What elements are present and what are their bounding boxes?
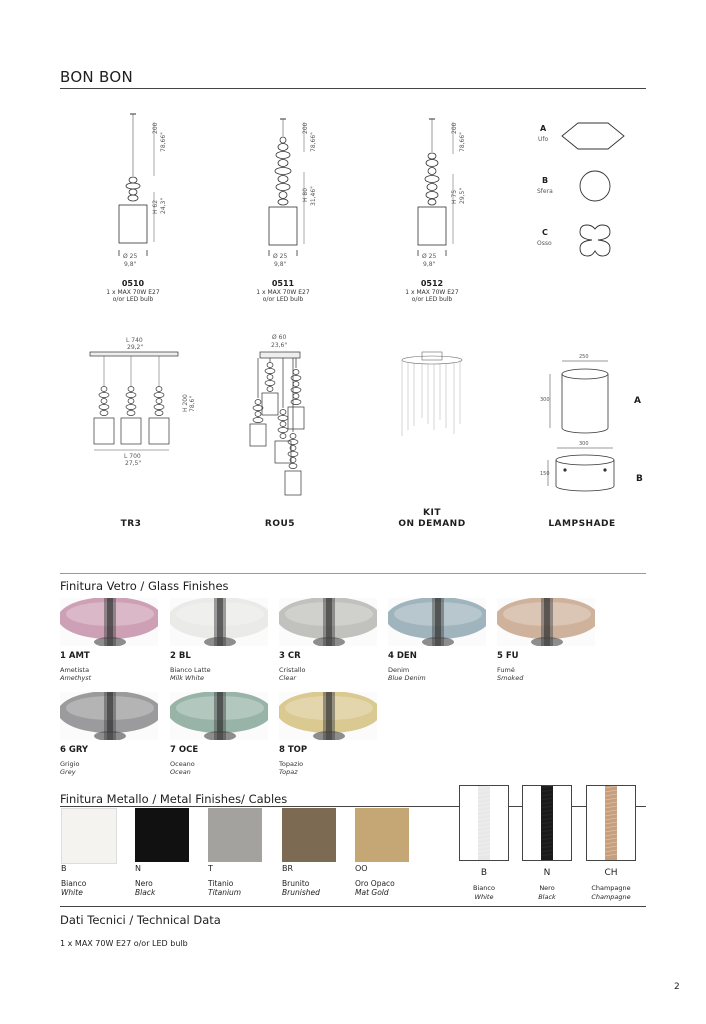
page-number: 2 [674,982,680,992]
glass-swatch-image [279,598,377,646]
kit-name-line2: ON DEMAND [398,519,466,529]
cable-frame [522,785,572,861]
glass-name-en: Ocean [170,768,191,776]
pendant-spec-line1: 1 x MAX 70W E27 [405,289,459,296]
lampshade-a-letter: A [634,396,641,406]
rou5-name: ROU5 [264,519,296,529]
shape-b-name: Sfera [537,188,553,195]
glass-bowl-graphic [497,598,595,646]
ufo-shape [562,123,624,149]
rou5-drawing [238,332,328,507]
glass-code: 7 OCE [170,745,199,755]
cable-graphic [460,786,508,860]
page-title: BON BON [60,68,133,86]
lampshade-a-top: 250 [579,354,589,360]
composition-tr3 [84,334,194,534]
metal-swatch [208,808,278,903]
pendant-spec-line2: o/or LED bulb [411,296,453,303]
glass-bowl-graphic [279,598,377,646]
shape-c-name: Osso [537,240,552,247]
cable-frame [459,785,509,861]
dim-d-in: 9,8" [274,261,287,268]
pendant-0510 [88,114,178,304]
dim-d-in: 9,8" [423,261,436,268]
cable-name-en: Black [538,893,556,901]
glass-code: 8 TOP [279,745,308,755]
glass-swatch [388,598,488,682]
pendant-code: 0512 [420,279,444,288]
glass-code: 2 BL [170,651,191,661]
dim-h-mm: H 80 [302,187,309,202]
dim-top-mm: 200 [451,122,458,134]
glass-name-it: Ametista [60,666,90,674]
metal-name-it: Bianco [61,879,87,888]
cable-name-it: Bianco [473,884,495,892]
glass-swatch-image [388,598,486,646]
glass-section-title: Finitura Vetro / Glass Finishes [60,579,229,593]
metal-name-en: Titanium [208,888,242,897]
cable-code: B [480,868,488,878]
glass-swatch-image [170,598,268,646]
glass-code: 4 DEN [388,651,417,661]
glass-name-en: Smoked [497,674,524,682]
title-divider [60,88,646,89]
glass-code: 1 AMT [60,651,90,661]
glass-name-en: Amethyst [60,674,92,682]
glass-name-it: Fumé [497,666,515,674]
pendant-0512 [387,114,477,304]
metal-name-it: Nero [135,879,153,888]
metal-swatch-color [208,808,262,862]
glass-swatch [279,598,379,682]
glass-name-en: Milk White [170,674,204,682]
cable-code: CH [604,868,618,878]
dim-h-mm: H 62 [152,199,159,214]
metal-swatch [135,808,205,903]
glass-swatch [60,598,160,682]
cable-code: N [543,868,551,878]
metal-name-en: Brunished [282,888,320,897]
metal-name-en: White [61,888,83,897]
glass-name-it: Cristallo [279,666,306,674]
dim-h-in: 24,3" [160,197,167,214]
composition-rou5 [238,332,328,532]
metal-swatch [355,808,425,903]
glass-name-en: Clear [279,674,296,682]
lampshade-b-side: 150 [540,471,550,477]
metal-name-it: Brunito [282,879,310,888]
glass-name-it: Grigio [60,760,80,768]
bone-shape [580,225,610,256]
metal-name-en: Black [135,888,156,897]
dim-h-in: 31,46" [310,186,317,206]
glass-name-it: Topazio [279,760,304,768]
rou5-dim-top-in: 23,6" [271,342,288,349]
glass-swatch-image [170,692,268,740]
glass-divider [60,573,646,574]
rou5-dim-top-mm: Ø 60 [272,334,287,341]
dim-d-mm: Ø 25 [123,253,138,260]
glass-code: 3 CR [279,651,301,661]
shape-a-name: Ufo [538,136,549,143]
metal-swatch-color [135,808,189,862]
glass-name-en: Grey [60,768,76,776]
dim-h-in: 29,5" [459,187,466,204]
tr3-dim-h-in: 78,6" [189,395,196,412]
cable-graphic [587,786,635,860]
glass-name-it: Oceano [170,760,195,768]
pendant-spec-line1: 1 x MAX 70W E27 [256,289,310,296]
dim-top-in: 78,66" [160,132,167,152]
metal-code: BR [282,864,294,873]
cable-swatch [522,785,574,907]
cable-graphic [523,786,571,860]
composition-kit [384,344,484,534]
pendant-spec-line2: o/or LED bulb [262,296,304,303]
glass-swatch [279,692,379,776]
sphere-shape [580,171,610,201]
shape-c-letter: C [542,228,548,237]
metal-code: T [208,864,213,873]
pendant-code: 0511 [271,279,295,288]
cable-name-en: White [474,893,494,901]
glass-swatch [60,692,160,776]
glass-swatch-image [279,692,377,740]
dim-d-mm: Ø 25 [273,253,288,260]
glass-bowl-graphic [60,598,158,646]
glass-code: 5 FU [497,651,519,661]
metal-swatch [282,808,352,903]
dim-d-mm: Ø 25 [422,253,437,260]
dim-d-in: 9,8" [124,261,137,268]
pendant-spec-line1: 1 x MAX 70W E27 [106,289,160,296]
glass-swatch-image [60,598,158,646]
composition-lampshade [540,352,650,534]
glass-swatch-image [497,598,595,646]
lampshade-drawing [540,352,650,502]
glass-swatch [170,598,270,682]
glass-code: 6 GRY [60,745,89,755]
glass-name-en: Topaz [279,768,298,776]
metal-swatch-color [282,808,336,862]
metal-code: OO [355,864,368,873]
dim-top-mm: 200 [302,122,309,134]
cable-swatch [586,785,638,907]
pendant-spec-line2: o/or LED bulb [112,296,154,303]
tr3-dim-top-mm: L 740 [126,337,143,344]
dim-top-in: 78,66" [459,132,466,152]
metal-name-en: Mat Gold [355,888,389,897]
metal-name-it: Titanio [208,879,234,888]
tr3-dim-bottom-mm: L 700 [124,453,141,460]
glass-swatch [170,692,270,776]
tr3-dim-top-in: 29,2" [127,344,144,351]
shape-legend [530,118,650,268]
metal-swatch-color [355,808,409,862]
tr3-dim-h-mm: H 200 [182,394,189,412]
lampshade-b-top: 300 [579,441,589,447]
metal-code: B [61,864,67,873]
lampshade-b-letter: B [636,474,643,484]
glass-bowl-graphic [170,598,268,646]
pendant-code: 0510 [121,279,145,288]
shape-a-letter: A [540,124,547,133]
tech-section-title: Dati Tecnici / Technical Data [60,913,221,927]
cable-name-it: Champagne [591,884,631,892]
metal-name-it: Oro Opaco [355,879,395,888]
metal-section-title: Finitura Metallo / Metal Finishes/ Cables [60,792,288,806]
glass-name-en: Blue Denim [388,674,426,682]
glass-swatch [497,598,597,682]
glass-name-it: Bianco Latte [170,666,211,674]
dim-top-mm: 200 [152,122,159,134]
tech-data-text: 1 x MAX 70W E27 o/or LED bulb [60,939,188,948]
cable-swatch [459,785,511,907]
glass-bowl-graphic [60,692,158,740]
metal-swatch-color [61,808,117,864]
tr3-name: TR3 [120,519,142,529]
tech-divider [60,906,646,907]
cable-name-it: Nero [539,884,555,892]
tr3-dim-bottom-in: 27,5" [125,460,142,467]
glass-bowl-graphic [170,692,268,740]
glass-swatch-image [60,692,158,740]
glass-bowl-graphic [279,692,377,740]
glass-bowl-graphic [388,598,486,646]
cable-frame [586,785,636,861]
pendant-0511 [238,114,328,304]
glass-name-it: Denim [388,666,410,674]
metal-code: N [135,864,141,873]
metal-swatch [61,808,131,903]
kit-name-line1: KIT [423,508,441,518]
kit-drawing [384,344,484,444]
dim-h-mm: H 75 [451,189,458,204]
lampshade-name: LAMPSHADE [548,519,616,529]
dim-top-in: 78,66" [310,132,317,152]
lampshade-a-side: 300 [540,397,550,403]
cable-name-en: Champagne [591,893,631,901]
shape-b-letter: B [542,176,549,185]
